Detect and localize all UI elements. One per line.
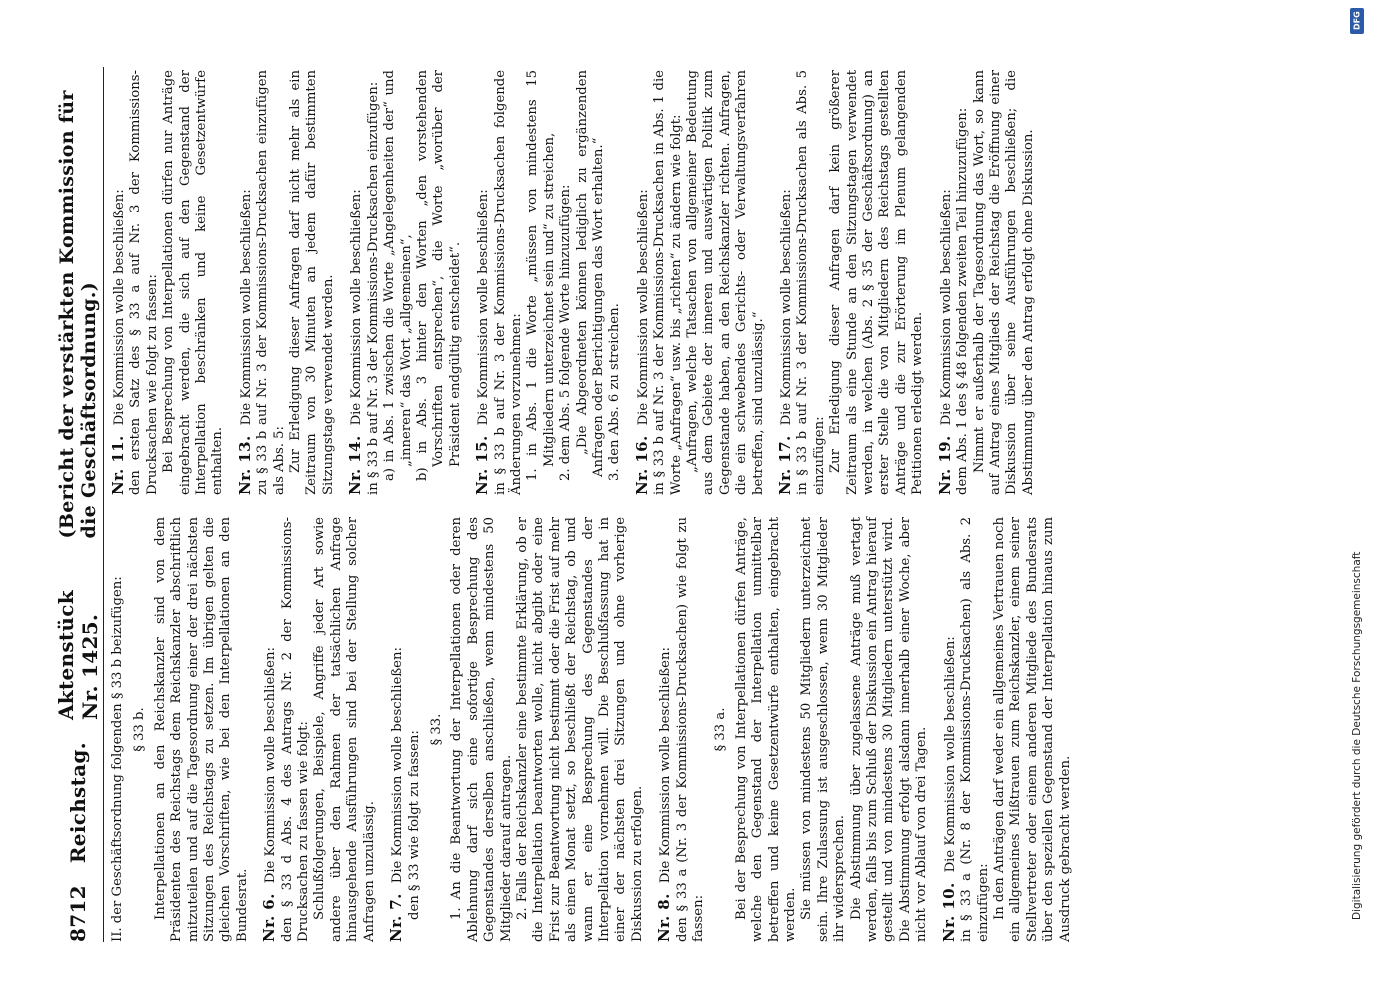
page-number: 8712	[66, 885, 90, 942]
right-column	[110, 70, 1037, 495]
item-nr6	[261, 517, 279, 942]
item-number: Nr. 14.	[346, 435, 365, 495]
item-heading: Die Kommission wolle beschließen:	[476, 189, 492, 426]
item-heading: Die Kommission wolle beschließen:	[658, 647, 674, 884]
list-item: b) in Abs. 3 hinter den Worten „den vorstehenden Vorschriften entsprechen“, die Worte „worüber der Präsident endgültig entscheidet“.	[414, 70, 463, 481]
paragraph: 1. An die Beantwortung der Interpellationen oder deren Ablehnung darf sich eine sofortige Besprechung des Gegenstandes derselben anschließen, wenn mindestens 50 Mitglieder darauf antragen.	[449, 517, 514, 942]
paragraph: „Anfragen, welche Tatsachen von allgemeiner Bedeutung aus dem Gebiete der inneren und auswärtigen Politik zum Gegenstande haben, an den Reichskanzler richten. Anfragen, die ein schwebendes Gerichts- oder Verwaltungsverfahren betreffen, sind unzulässig.“	[685, 70, 766, 495]
paragraph: In den Anträgen darf weder ein allgemeines Vertrauen noch ein allgemeines Mißtrauen zum Reichskanzler, einem seiner Stellvertreter oder einem anderen Mitgliede des Bundesrats über den speziellen Gegenstand der Interpellation hinaus zum Ausdruck gebracht werden.	[991, 517, 1073, 942]
item-number: Nr. 19.	[935, 435, 954, 495]
header-reichstag: Reichstag.	[66, 742, 90, 864]
header-subtitle: (Bericht der verstärkten Kommission für die Geschäftsordnung.)	[56, 90, 100, 539]
list	[382, 70, 464, 481]
item-number: Nr. 11.	[109, 435, 127, 495]
item-number: Nr. 13.	[235, 435, 254, 495]
item-heading: Die Kommission wolle beschließen:	[349, 189, 365, 426]
item-heading: Die Kommission wolle beschließen:	[112, 189, 127, 426]
list	[525, 70, 574, 481]
item-heading: Die Kommission wolle beschließen:	[263, 647, 279, 884]
dfg-logo: DFG	[1350, 8, 1364, 34]
paragraph: Schlußfolgerungen, Beispiele, Angriffe jeder Art sowie andere über den Rahmen der tatsächlichen Anfrage hinausgehende Ausführungen sind bei der Stellung solcher Anfragen unzulässig.	[312, 517, 377, 942]
paragraph: Sie müssen von mindestens 50 Mitgliedern unterzeichnet sein. Ihre Zulassung ist ausgeschlossen, wenn 30 Mitglieder ihr widersprechen.	[799, 517, 848, 942]
item-heading: Die Kommission wolle beschließen:	[942, 636, 958, 873]
paragraph: Interpellationen an den Reichskanzler sind von dem Präsidenten des Reichstags dem Reichskanzler abschriftlich mitzuteilen und auf die Tagesordnung einer der drei nächsten Sitzungen des Reichstags zu setzen. Im übrigen gelten die gleichen Vorschriften, wie bei den Interpellationen an den Bundesrat.	[152, 517, 250, 942]
item-nr11	[110, 70, 128, 495]
item-nr14	[347, 70, 365, 495]
item-nr8	[656, 517, 674, 942]
item-number: Nr. 16.	[632, 435, 651, 495]
section-heading: § 33 b.	[132, 707, 148, 752]
item-heading: Die Kommission wolle beschließen:	[238, 189, 254, 426]
item-nr15	[474, 70, 492, 495]
item-number: Nr. 6.	[260, 893, 279, 942]
paragraph: den ersten Satz des § 33 a auf Nr. 3 der Kommissions-Drucksachen wie folgt zu fassen:	[128, 70, 160, 495]
item-number: Nr. 7.	[387, 893, 406, 942]
left-column	[110, 517, 1074, 942]
paragraph: in § 33 b auf Nr. 3 der Kommissions-Drucksachen folgende Änderungen vorzunehmen:	[492, 70, 524, 495]
paragraph: Zur Erledigung dieser Anfragen darf nicht mehr als ein Zeitraum von 30 Minuten an jedem dafür bestimmten Sitzungstage verwendet werden.	[288, 70, 336, 495]
list	[607, 70, 623, 481]
item-number: Nr. 17.	[776, 435, 795, 495]
item-heading: Die Kommission wolle beschließen:	[390, 647, 406, 884]
item-nr16	[634, 70, 652, 495]
paragraph: den § 33 wie folgt zu fassen:	[406, 730, 422, 920]
item-nr17	[777, 70, 795, 495]
section-heading: § 33.	[428, 713, 444, 746]
paragraph: 2. Falls der Reichskanzler eine bestimmte Erklärung, ob er die Interpellation beantworten wolle, nicht abgibt oder eine Frist zur Beantwortung nicht bestimmt oder die Frist auf mehr als einen Monat setzt, so beschließt der Reichstag, ob und wann er eine Besprechung des Gegenstandes der Interpellation vornehmen will. Die Beschlußfassung hat in einer der nächsten drei Sitzungen und ohne vorherige Diskussion zu erfolgen.	[514, 517, 645, 942]
item-heading: Die Kommission wolle beschließen:	[779, 189, 795, 426]
paragraph: in § 33 b auf Nr. 3 der Kommissions-Drucksachen in Abs. 1 die Worte „Anfragen“ usw. bis „richten“ zu ändern wie folgt:	[652, 70, 684, 495]
paragraph: Die Abstimmung über zugelassene Anträge muß vertagt werden, falls bis zum Schluß der Diskussion ein Antrag hierauf gestellt und von mindestens 30 Mitgliedern unterstützt wird. Die Abstimmung erfolgt alsdann innerhalb einer Woche, aber nicht vor Ablauf von drei Tagen.	[848, 517, 930, 942]
item-heading: Die Kommission wolle beschließen:	[635, 189, 651, 426]
item-nr10	[941, 517, 959, 942]
paragraph: den § 33 a (Nr. 3 der Kommissions-Drucksachen) wie folgt zu fassen:	[674, 517, 706, 942]
item-nr19	[937, 70, 955, 495]
page-header	[54, 72, 102, 942]
item-number: Nr. 8.	[655, 893, 674, 942]
paragraph: Bei Besprechung von Interpellationen dürfen nur Anträge eingebracht werden, die sich auf den Gegenstand der Interpellation beschränken und keine Gesetzentwürfe enthalten.	[161, 70, 226, 495]
list-item: 2. dem Abs. 5 folgende Worte hinzuzufügen:	[558, 184, 574, 481]
header-rule	[103, 67, 104, 942]
quote: „Die Abgeordneten können lediglich zu ergänzenden Anfragen oder Berichtigungen das Wort erhalten.“	[574, 70, 606, 477]
header-aktenstueck: Aktenstück Nr. 1425.	[54, 590, 102, 721]
paragraph: Bei der Besprechung von Interpellationen dürfen Anträge, welche den Gegenstand der Interpellation unmittelbar betreffen und keine Gesetzentwürfe enthalten, eingebracht werden.	[733, 517, 799, 942]
paragraph: II. der Geschäftsordnung folgenden § 33 b beizufügen:	[110, 576, 125, 942]
digitization-credit: Digitalisierung gefördert durch die Deutsche Forschungsgemeinschaft	[1351, 551, 1363, 920]
list-item: a) in Abs. 1 zwischen die Worte „Angelegenheiten der“ und „inneren“ das Wort „allgemeinen“,	[382, 70, 414, 481]
paragraph: den § 33 d Abs. 4 des Antrags Nr. 2 der Kommissions-Drucksachen zu fassen wie folgt:	[279, 517, 312, 942]
paragraph: in § 33 b auf Nr. 3 der Kommissions-Drucksachen als Abs. 5 einzufügen:	[795, 70, 827, 495]
item-number: Nr. 15.	[473, 435, 492, 495]
section-heading: § 33 a.	[713, 707, 729, 752]
item-heading: Die Kommission wolle beschließen:	[938, 189, 954, 426]
paragraph: in § 33 a (Nr. 8 der Kommissions-Drucksachen) als Abs. 2 einzufügen:	[959, 517, 991, 942]
paragraph: in § 33 b auf Nr. 3 der Kommissions-Drucksachen einzufügen:	[365, 81, 381, 495]
paragraph: zu § 33 b auf Nr. 3 der Kommissions-Drucksachen einzufügen als Abs. 5:	[255, 70, 287, 495]
item-number: Nr. 10.	[939, 882, 958, 942]
paragraph: Zur Erledigung dieser Anfragen darf kein größerer Zeitraum als eine Stunde an den Sitzungstagen verwendet werden, in welchen (Abs. 2 § 35 der Geschäftsordnung) an erster Stelle die von Mitgliedern des Reichstags gestellten Anträge und die zur Erörterung im Plenum gelangenden Petitionen erledigt werden.	[828, 70, 926, 495]
list-item: 3. den Abs. 6 zu streichen.	[607, 303, 623, 481]
paragraph: dem Abs. 1 des § 48 folgenden zweiten Teil hinzuzufügen:	[955, 107, 971, 495]
list-item: 1. in Abs. 1 die Worte „müssen von mindestens 15 Mitgliedern unterzeichnet sein und“ zu streichen,	[525, 70, 557, 481]
item-nr7	[388, 517, 406, 942]
paragraph: Nimmt er außerhalb der Tagesordnung das Wort, so kann auf Antrag eines Mitglieds der Reichstag die Eröffnung einer Diskussion über seine Ausführungen beschließen; die Abstimmung über den Antrag erfolgt ohne Diskussion.	[971, 70, 1036, 495]
item-nr13	[237, 70, 255, 495]
